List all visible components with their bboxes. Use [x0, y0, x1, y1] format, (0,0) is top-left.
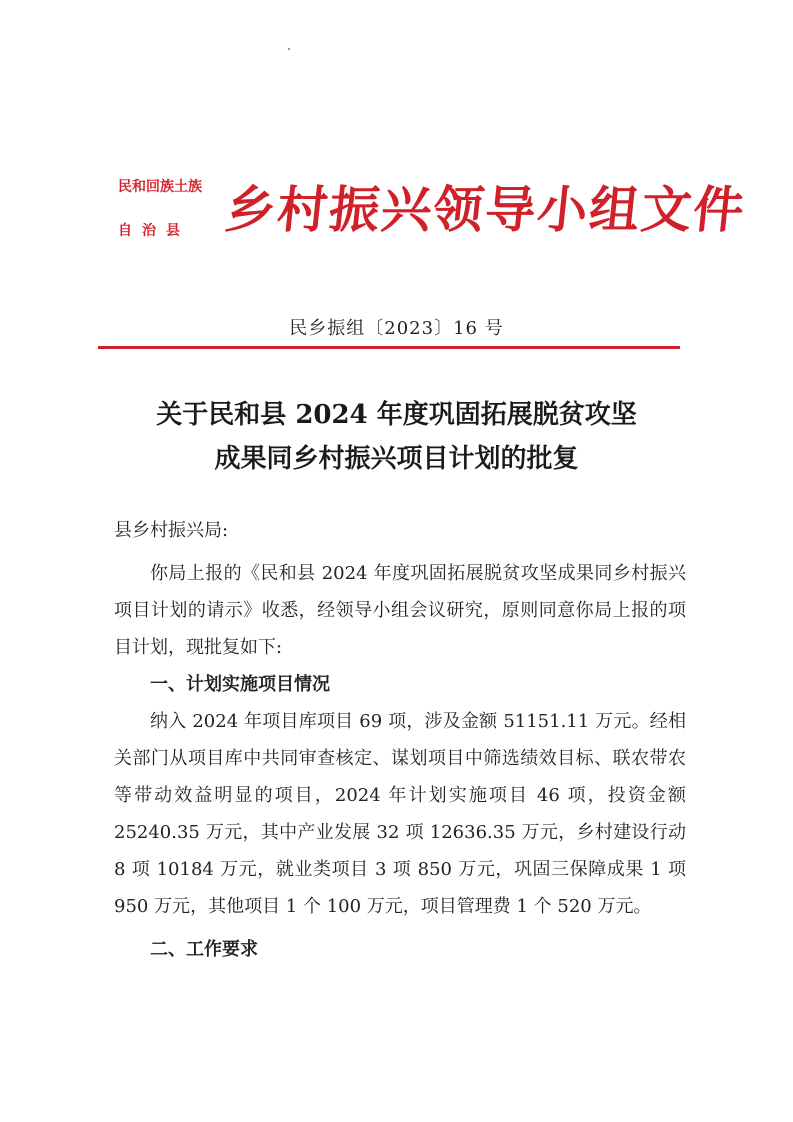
salutation: 县乡村振兴局:: [114, 520, 229, 541]
section-heading-1: 一、计划实施项目情况: [150, 674, 330, 695]
issuer-line-2: 自治县: [118, 223, 190, 239]
document-number: 民乡振组〔2023〕16 号: [289, 318, 504, 339]
document-body: [114, 513, 686, 968]
document-title-line-2: 成果同乡村振兴项目计划的批复: [214, 444, 579, 474]
section-heading-2: 二、工作要求: [150, 939, 258, 960]
project-summary-paragraph: 纳入 2024 年项目库项目 69 项，涉及金额 51151.11 万元。经相关部门从项目库中共同审查核定、谋划项目中筛选绩效目标、联农带农等带动效益明显的项目，2024 年计划实施项目 46 项，投资金额 25240.35 万元，其中产业发展 32 项 12636.35 万元，乡村建设行动 8 项 10184 万元，就业类项目 3 项 850 万元，巩固三保障成果 1 项 950 万元，其他项目 1 个 100 万元，项目管理费 1 个 520 万元。: [114, 711, 686, 917]
intro-paragraph: 你局上报的《民和县 2024 年度巩固拓展脱贫攻坚成果同乡村振兴项目计划的请示》收悉，经领导小组会议研究，原则同意你局上报的项目计划，现批复如下:: [114, 563, 686, 658]
document-title-line-1: 关于民和县 2024 年度巩固拓展脱贫攻坚: [156, 400, 637, 430]
scan-speck: [288, 48, 290, 50]
issuer-line-1: 民和回族土族: [118, 179, 202, 195]
letterhead-divider: [98, 346, 680, 349]
letterhead-title: 乡村振兴领导小组文件: [222, 181, 749, 239]
document-title: [0, 393, 793, 481]
